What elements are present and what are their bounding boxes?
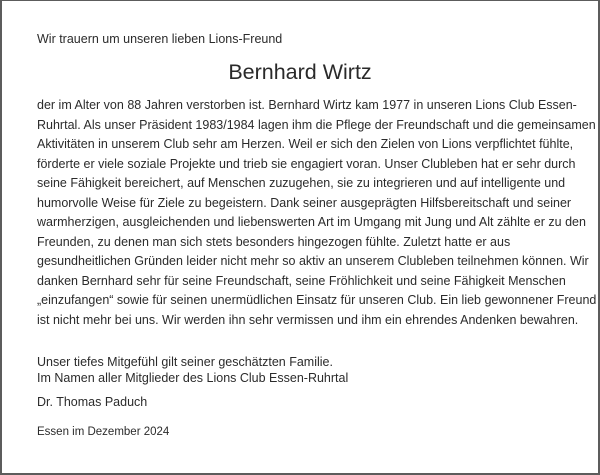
- tribute-line: Aktivitäten in unserem Club sehr am Herzen. Weil er sich den Zielen von Lions verpflichtet fühlte,: [37, 137, 574, 152]
- condolence-block: [37, 354, 348, 386]
- deceased-name: Bernhard Wirtz: [228, 60, 372, 84]
- place-and-date: Essen im Dezember 2024: [37, 426, 170, 438]
- tribute-line: danken Bernhard sehr für seine Freundschaft, seine Fröhlichkeit und seine Fähigkeit Menschen: [37, 273, 566, 288]
- tribute-line: der im Alter von 88 Jahren verstorben ist. Bernhard Wirtz kam 1977 in unseren Lions Club Essen-: [37, 98, 577, 112]
- tribute-line: humorvolle Weise für Ziele zu begeistern. Dank seiner ausgeprägten Hilfsbereitschaft und seiner: [37, 195, 572, 210]
- tribute-line: ist nicht mehr bei uns. Wir werden ihn sehr vermissen und ihm ein ehrendes Andenken bewahren.: [37, 313, 579, 328]
- tribute-paragraph: [37, 96, 597, 331]
- condolence-line: Im Namen aller Mitglieder des Lions Club Essen-Ruhrtal: [37, 371, 349, 385]
- tribute-line: förderte er viele soziale Projekte und trieb sie engagiert voran. Unser Clubleben hat er sehr durch: [37, 156, 576, 171]
- tribute-line: „einzufangen“ sowie für seinen unermüdlichen Einsatz für unseren Club. Ein lieb gewonnener Freund: [37, 293, 597, 308]
- signer-name: Dr. Thomas Paduch: [37, 395, 148, 409]
- tribute-line: Freunden, zu denen man sich stets besonders hingezogen fühlte. Zuletzt hatte er aus: [37, 234, 511, 249]
- condolence-line: Unser tiefes Mitgefühl gilt seiner geschätzten Familie.: [37, 355, 333, 369]
- tribute-line: gesundheitlichen Gründen leider nicht mehr so aktiv an unserem Clubleben teilnehmen können. Wir: [37, 254, 589, 269]
- tribute-line: seine Fähigkeit bereichert, auf Menschen zuzugehen, sie zu integrieren und auf intelligente und: [37, 176, 566, 191]
- intro-line: Wir trauern um unseren lieben Lions-Freund: [37, 32, 283, 46]
- tribute-line: warmherzigen, ausgleichenden und liebenswerten Art im Umgang mit Jung und Alt zählte er zu den: [37, 215, 586, 230]
- tribute-line: Ruhrtal. Als unser Präsident 1983/1984 lagen ihm die Pflege der Freundschaft und die gemeinsamen: [37, 117, 596, 132]
